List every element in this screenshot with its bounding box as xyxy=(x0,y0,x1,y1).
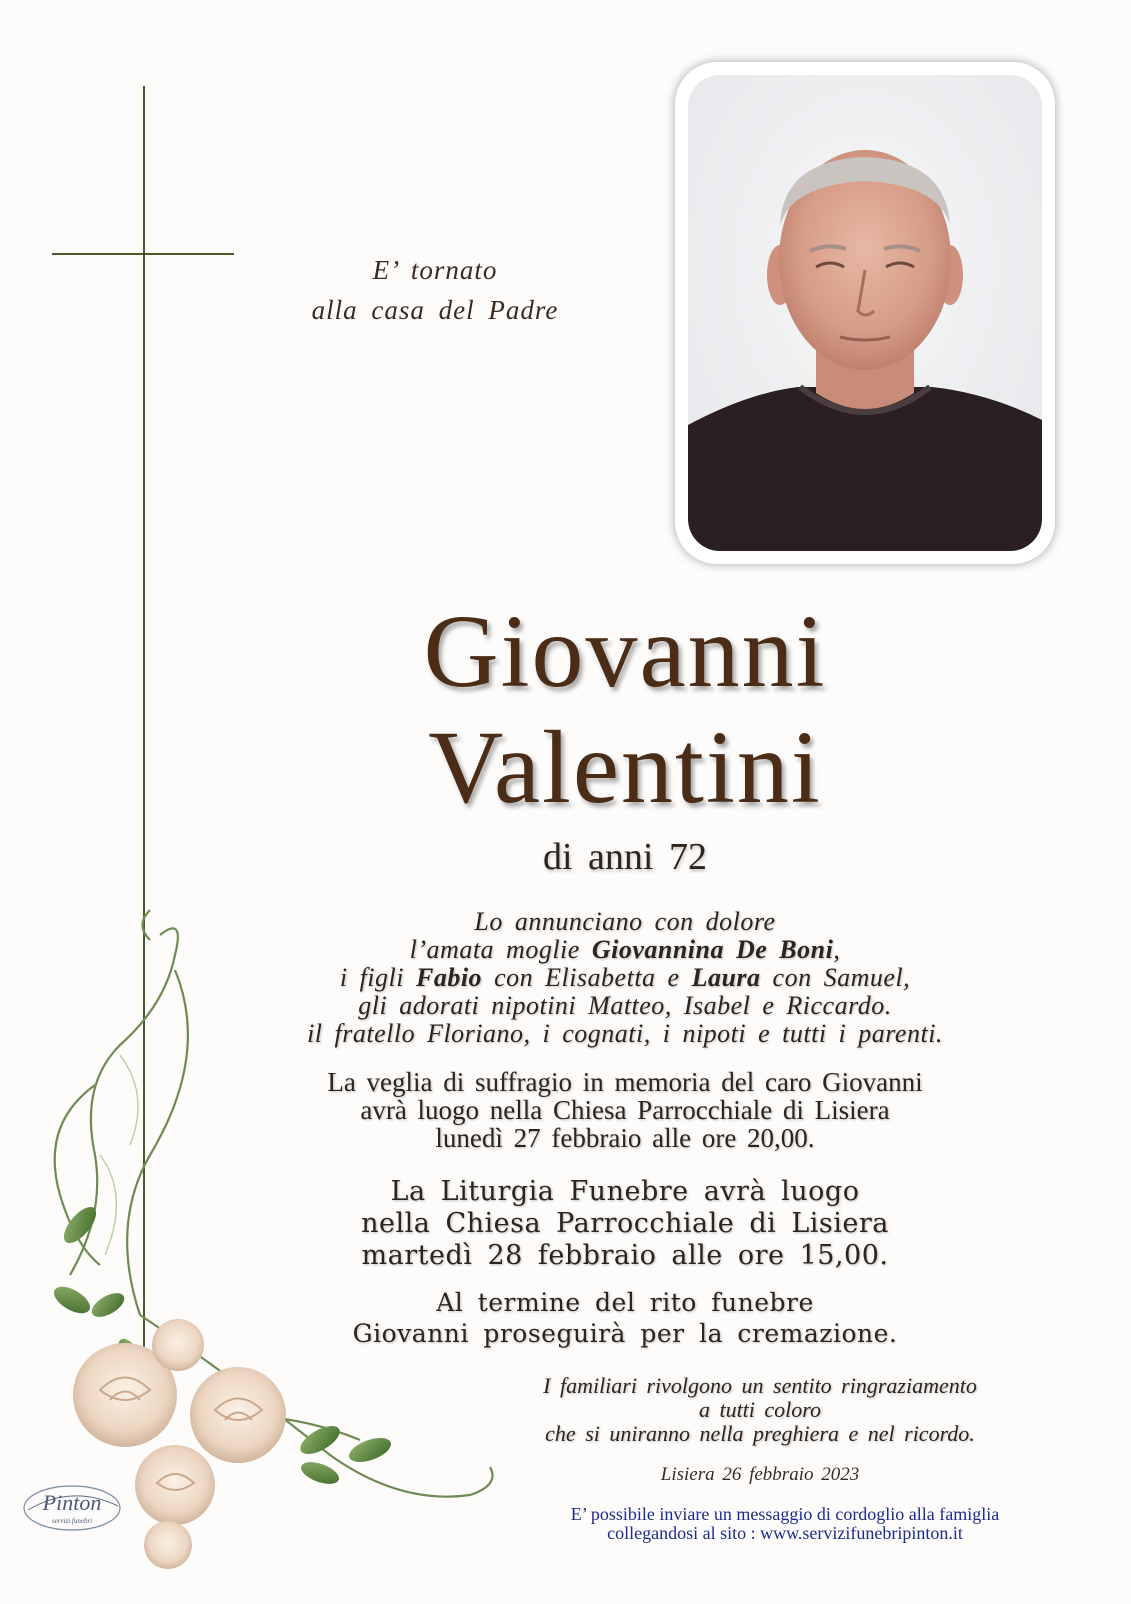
place-and-date: Lisiera 26 febbraio 2023 xyxy=(660,1464,860,1485)
vigil-line-2: avrà luogo nella Chiesa Parrocchiale di Lisiera xyxy=(360,1095,890,1125)
son-name: Fabio xyxy=(415,963,483,992)
liturgy-line-2: nella Chiesa Parrocchiale di Lisiera xyxy=(361,1208,889,1239)
cremation-line-1: Al termine del rito funebre xyxy=(436,1288,814,1317)
thanks-line-3: che si uniranno nella preghiera e nel ricordo. xyxy=(545,1421,975,1446)
pinton-logo xyxy=(20,1480,124,1536)
condolence-note xyxy=(480,1505,1090,1543)
condolence-line-2[interactable]: collegandosi al sito : www.servizifunebripinton.it xyxy=(607,1523,963,1543)
announce-line-5: il fratello Floriano, i cognati, i nipoti e tutti i parenti. xyxy=(307,1019,943,1048)
cremation-line-2: Giovanni proseguirà per la cremazione. xyxy=(352,1319,898,1348)
announce-line-2: l’amata moglie Giovannina De Boni, xyxy=(409,935,841,964)
liturgy-line-3: martedì 28 febbraio alle ore 15,00. xyxy=(361,1240,889,1271)
daughter-name: Laura xyxy=(691,963,761,992)
wife-name: Giovannina De Boni xyxy=(591,935,834,964)
announce-line-3: i figli Fabio con Elisabetta e Laura con Samuel, xyxy=(339,963,911,992)
thanks-line-2: a tutti coloro xyxy=(698,1397,822,1422)
intro-text xyxy=(250,250,620,330)
svg-text:servizi funebri: servizi funebri xyxy=(51,1517,93,1525)
intro-line-2: alla casa del Padre xyxy=(311,295,559,325)
deceased-first-name: Giovanni xyxy=(423,594,827,709)
deceased-age: di anni 72 xyxy=(543,836,707,878)
portrait-photo xyxy=(688,75,1042,551)
svg-text:Pinton: Pinton xyxy=(42,1490,102,1515)
deceased-last-name: Valentini xyxy=(428,710,822,825)
family-thanks xyxy=(470,1374,1050,1446)
vigil-line-1: La veglia di suffragio in memoria del caro Giovanni xyxy=(327,1067,923,1097)
announce-line-4: gli adorati nipotini Matteo, Isabel e Riccardo. xyxy=(358,991,892,1020)
cross-horizontal-bar xyxy=(52,253,234,255)
thanks-line-1: I familiari rivolgono un sentito ringraziamento xyxy=(543,1373,977,1398)
condolence-line-1: E’ possibile inviare un messaggio di cordoglio alla famiglia xyxy=(570,1504,1000,1524)
vigil-line-3: lunedì 27 febbraio alle ore 20,00. xyxy=(435,1123,815,1153)
intro-line-1: E’ tornato xyxy=(372,255,498,285)
announce-line-1: Lo annunciano con dolore xyxy=(474,907,776,936)
liturgy-line-1: La Liturgia Funebre avrà luogo xyxy=(390,1176,860,1207)
